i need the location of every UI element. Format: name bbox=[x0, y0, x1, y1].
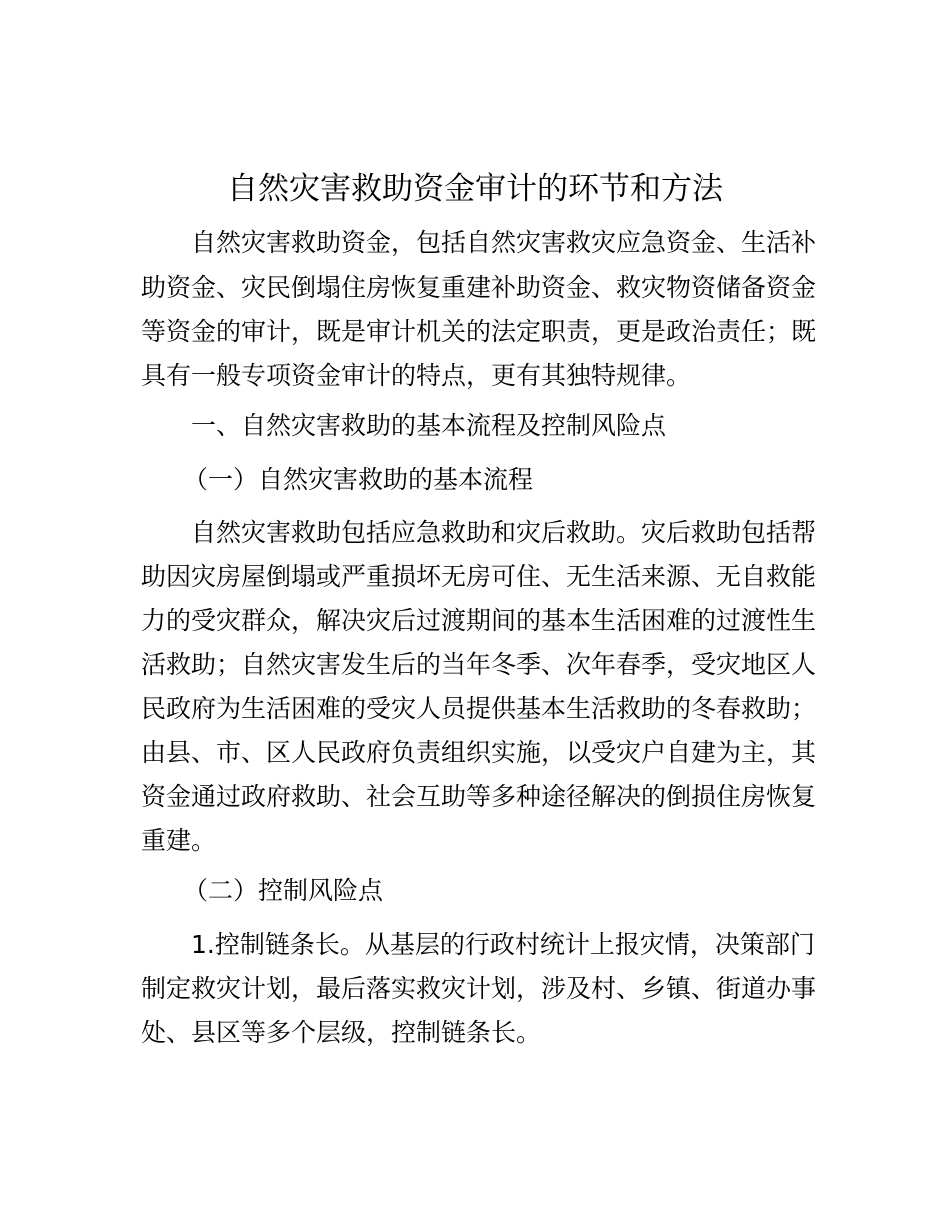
intro-line: 自然灾害救助资金，包括自然灾害救灾应急资金、生活补 bbox=[191, 228, 817, 257]
process-line: 重建。 bbox=[141, 826, 217, 855]
process-line: 力的受灾群众，解决灾后过渡期间的基本生活困难的过渡性生 bbox=[141, 606, 817, 635]
intro-line: 等资金的审计，既是审计机关的法定职责，更是政治责任；既 bbox=[141, 317, 817, 346]
process-line: 活救助；自然灾害发生后的当年冬季、次年春季，受灾地区人 bbox=[141, 650, 817, 679]
process-line: 资金通过政府救助、社会互助等多种途径解决的倒损住房恢复 bbox=[141, 782, 817, 811]
subheading-risk-points: （二）控制风险点 bbox=[183, 876, 384, 905]
section-heading: 一、自然灾害救助的基本流程及控制风险点 bbox=[191, 411, 667, 440]
risk-line: 制定救灾计划，最后落实救灾计划，涉及村、乡镇、街道办事 bbox=[141, 974, 817, 1003]
process-line: 助因灾房屋倒塌或严重损坏无房可住、无生活来源、无自救能 bbox=[141, 562, 817, 591]
process-line: 自然灾害救助包括应急救助和灾后救助。灾后救助包括帮 bbox=[191, 518, 817, 547]
risk-line: 1.控制链条长。从基层的行政村统计上报灾情，决策部门 bbox=[191, 930, 815, 959]
risk-line: 处、县区等多个层级，控制链条长。 bbox=[141, 1018, 542, 1047]
intro-line: 助资金、灾民倒塌住房恢复重建补助资金、救灾物资储备资金 bbox=[141, 273, 817, 302]
intro-line: 具有一般专项资金审计的特点，更有其独特规律。 bbox=[141, 361, 692, 390]
subheading-basic-process: （一）自然灾害救助的基本流程 bbox=[183, 465, 534, 494]
process-line: 民政府为生活困难的受灾人员提供基本生活救助的冬春救助； bbox=[141, 694, 817, 723]
document-title: 自然灾害救助资金审计的环节和方法 bbox=[227, 171, 723, 207]
process-line: 由县、市、区人民政府负责组织实施，以受灾户自建为主，其 bbox=[141, 738, 817, 767]
